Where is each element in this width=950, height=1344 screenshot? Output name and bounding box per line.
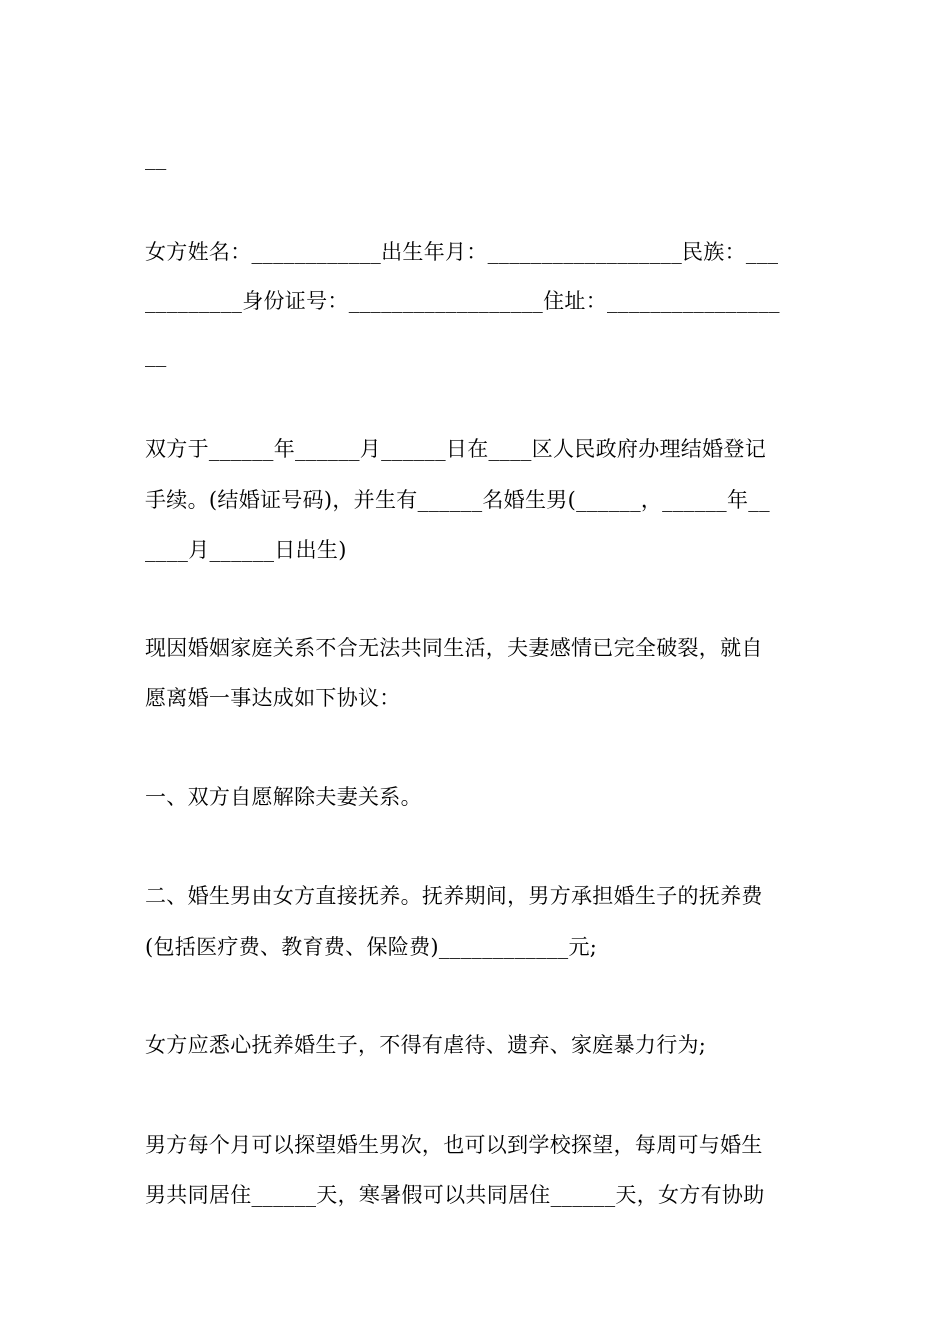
- text-line: 男方每个月可以探望婚生男次，也可以到学校探望，每周可与婚生: [145, 1133, 763, 1157]
- text-line: 现因婚姻家庭关系不合无法共同生活，夫妻感情已完全破裂，就自: [145, 636, 763, 660]
- text-line: 愿离婚一事达成如下协议：: [145, 686, 401, 710]
- text-line: ____月______日出生): [145, 538, 347, 562]
- text-line: _________身份证号：__________________住址：________________: [145, 289, 780, 313]
- text-line: 手续。(结婚证号码)，并生有______名婚生男(______，______年__: [145, 488, 770, 512]
- text-line: __: [145, 343, 167, 367]
- text-line: __: [145, 146, 167, 170]
- text-line: 一、双方自愿解除夫妻关系。: [145, 785, 422, 809]
- text-line: 女方姓名：____________出生年月：__________________民族：___: [145, 240, 779, 264]
- text-line: 二、婚生男由女方直接抚养。抚养期间，男方承担婚生子的抚养费: [145, 884, 763, 908]
- text-line: 女方应悉心抚养婚生子，不得有虐待、遗弃、家庭暴力行为;: [145, 1033, 707, 1057]
- text-line: 男共同居住______天，寒暑假可以共同居住______天，女方有协助: [145, 1183, 765, 1207]
- text-line: (包括医疗费、教育费、保险费)____________元;: [145, 935, 598, 959]
- text-line: 双方于______年______月______日在____区人民政府办理结婚登记: [145, 437, 766, 461]
